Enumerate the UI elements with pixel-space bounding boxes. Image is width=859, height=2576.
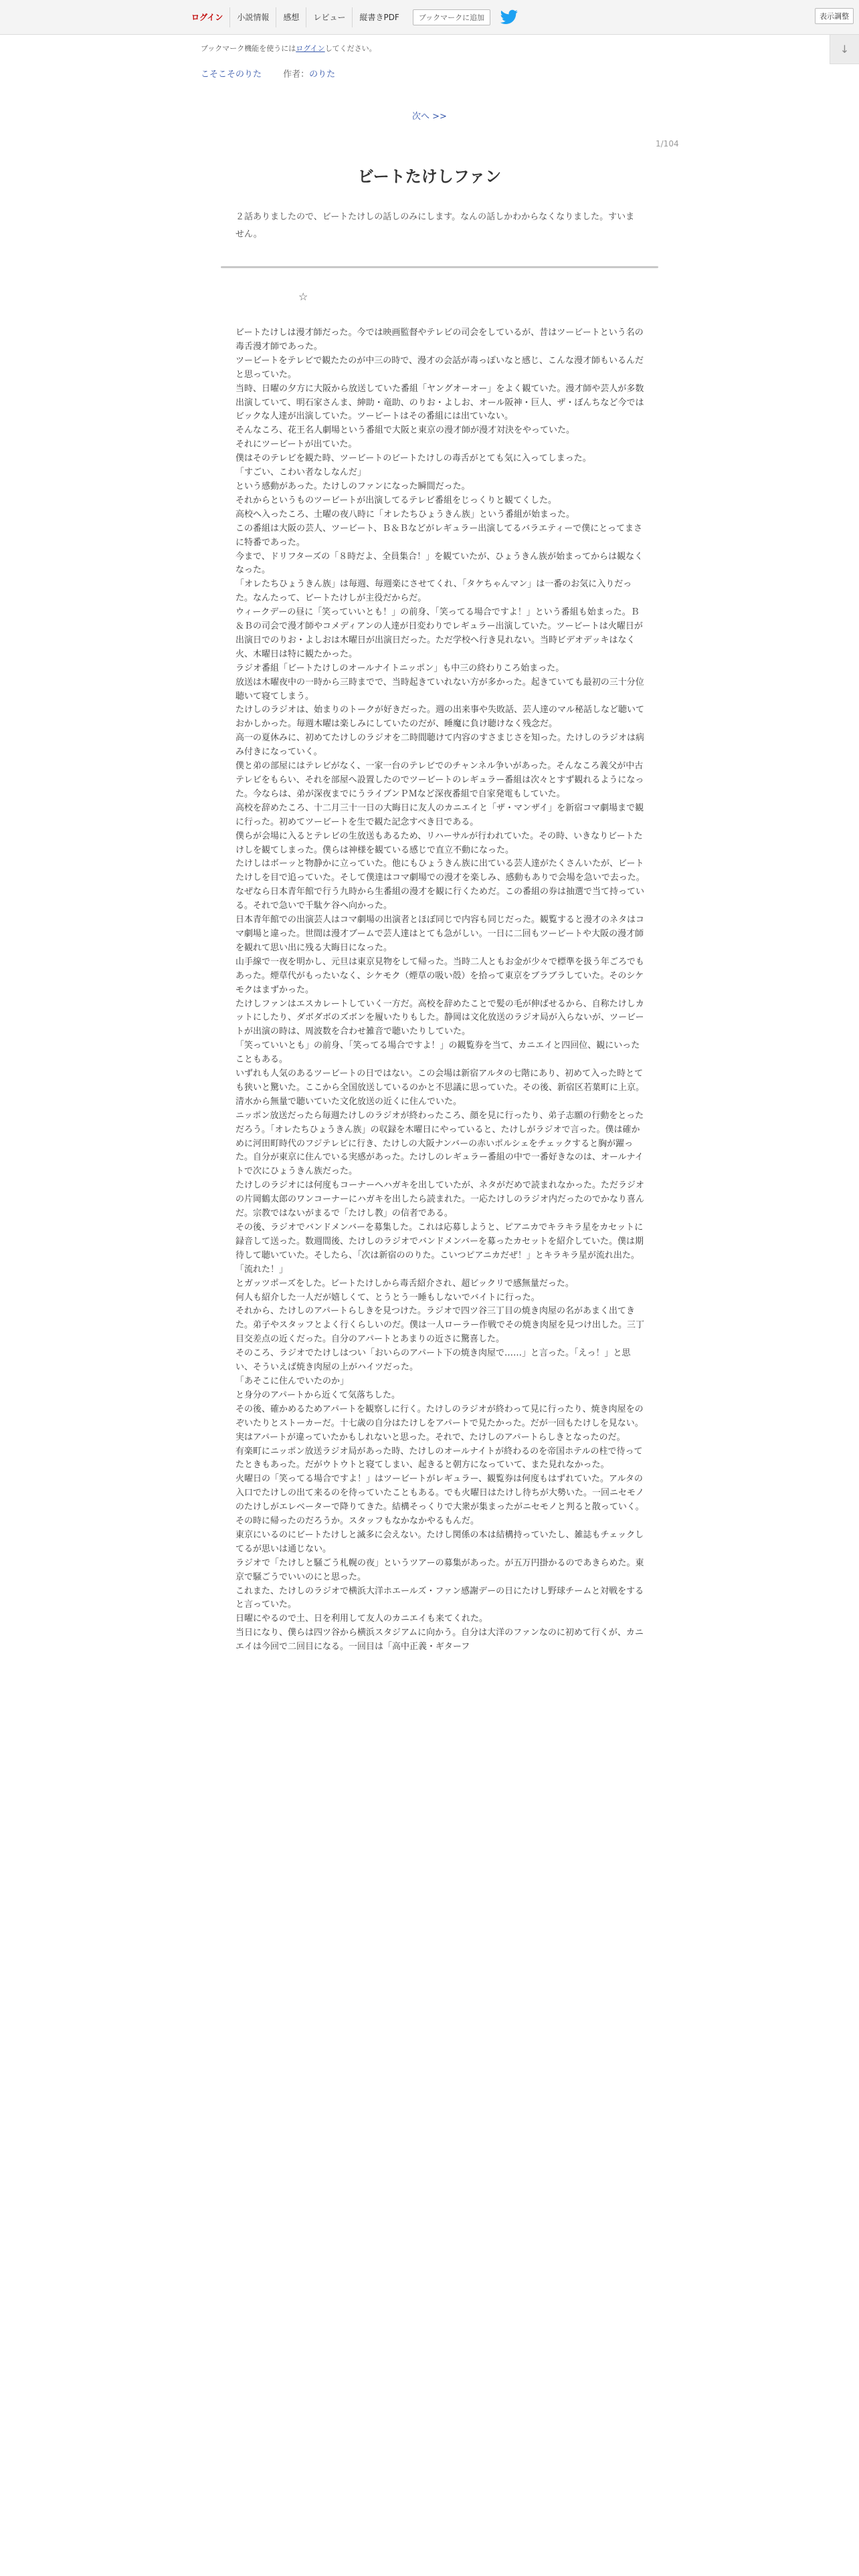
body-paragraph: 高校へ入ったころ、土曜の夜八時に「オレたちひょうきん族」という番組が始まった。	[235, 509, 575, 520]
body-paragraph: 火曜日の「笑ってる場合ですよ！」はツービートがレギュラー、観覧券は何度もはずれていた。アルタの入口でたけしの出て来るのを待っていたこともある。でも火曜日はたけし待ちが大勢いた。一回ニセモノのたけしがエレベーターで降りてきた。結構そっくりで大衆が集まったがニセモノと判ると散っていく。その時に帰ったのだろうか。スタッフもなかなかやるもんだ。	[235, 1474, 644, 1527]
author-link[interactable]: のりた	[309, 70, 336, 80]
body-paragraph: 高一の夏休みに、初めてたけしのラジオを二時間聴けて内容のすさまじさを知った。たけしのラジオは病み付きになっていく。	[235, 733, 645, 758]
notice-prefix: ブックマーク機能を使うには	[201, 44, 296, 53]
body-paragraph: たけしのラジオには何度もコーナーへハガキを出していたが、ネタがだめで読まれなかった。ただラジオの片岡鶴太郎のワンコーナーにハガキを出したら読まれた。一応たけしのラジオ内だったのでかなり喜んだ。宗教ではないがまるで「たけし教」の信者である。	[235, 1180, 645, 1219]
body-paragraph: 何人も紹介した一人だが嬉しくて、とうとう一睡もしないでバイトに行った。	[235, 1292, 540, 1303]
section-star: ☆	[298, 290, 308, 303]
body-paragraph: それからというものツービートが出演してるテレビ番組をじっくりと観てくした。	[235, 495, 557, 506]
arrow-down-icon: ↓	[840, 43, 850, 56]
chapter-body	[235, 326, 646, 1654]
add-bookmark-button[interactable]: ブックマークに追加	[413, 9, 490, 25]
preface-divider	[221, 266, 658, 268]
twitter-bird-icon[interactable]	[500, 8, 518, 27]
body-paragraph: ツービートをテレビで観たたのが中三の時で、漫才の会話が毒っぽいなと感じ、こんな漫才師もいるんだと思っていた。	[235, 355, 644, 380]
display-settings-button[interactable]: 表示調整	[815, 8, 854, 24]
bookmark-notice	[201, 43, 377, 53]
body-paragraph: それにツービートが出ていた。	[235, 439, 357, 450]
impressions-link[interactable]: 感想	[276, 7, 306, 27]
body-paragraph: ウィークデーの昼に「笑っていいとも！」の前身、「笑ってる場合ですよ！」という番組も始まった。Ｂ＆Ｂの司会で漫才師やコメディアンの人達が日変わりでレギュラー出演していた。ツービートは火曜日が出演日でのりお・よしおは木曜日が出演日だった。ただ学校へ行き見れない。当時ビデオデッキはなく火、木曜日は特に観たかった。	[235, 607, 643, 659]
novel-info-link[interactable]: 小説情報	[229, 7, 276, 27]
series-title-link[interactable]: こそこそのりた	[201, 70, 262, 80]
body-paragraph: そんなころ、花王名人劇場という番組で大阪と東京の漫才師が漫才対決をやっていた。	[235, 425, 575, 436]
body-paragraph: たけしファンはエスカレートしていく一方だ。高校を辞めたことで髪の毛が伸ばせるから、自称たけしカットにしたり、ダボダボのズボンを履いたりもした。静岡は文化放送のラジオ局が入らないが、ツービートが出演の時は、周波数を合わせ雑音で聴いたりしていた。	[235, 998, 644, 1037]
body-paragraph: とガッツポーズをした。ビートたけしから毒舌紹介され、超ビックリで感無量だった。	[235, 1278, 574, 1289]
body-paragraph: 当日になり、僕らは四ツ谷から横浜スタジアムに向かう。自分は大洋のファンなのに初めて行くが、カニエイは今回で二回目になる。一回目は「高中正義・ギターフ	[235, 1628, 644, 1652]
body-paragraph: ビートたけしは漫才師だった。今では映画監督やテレビの司会をしているが、昔はツービートという名の毒舌漫才師であった。	[235, 328, 644, 352]
body-paragraph: 山手線で一夜を明かし、元旦は東京見物をして帰った。当時二人ともお金が少々で標準を扱う年ごろでもあった。煙草代がもったいなく、シケモク（煙草の吸い殻）を拾って東京をブラブラしていた。そのシケモクはまずかった。	[235, 956, 644, 995]
body-paragraph: この番組は大阪の芸人、ツービート、Ｂ＆Ｂなどがレギュラー出演してるバラエティーで僕にとってまさに特番であった。	[235, 523, 643, 548]
body-paragraph: 当時、日曜の夕方に大阪から放送していた番組「ヤングオーオー」をよく観ていた。漫才師や芸人が多数出演していて、明石家さんま、紳助・竜助、のりお・よしお、オール阪神・巨人、ザ・ぼんちなど今ではビックな人達が出演していた。ツービートはその番組には出ていない。	[235, 383, 644, 422]
author-label: 作者：	[283, 70, 310, 80]
body-paragraph: 僕と弟の部屋にはテレビがなく、一家一台のテレビでのチャンネル争いがあった。そんなころ義父が中古テレビをもらい、それを部屋へ設置したのでツービートのレギュラー番組は次々とすず観れるようになった。今ならは、弟が深夜までにうライブンＰＭなど深夜番組で自家発電もしていた。	[235, 761, 644, 799]
body-paragraph: ラジオ番組「ビートたけしのオールナイトニッポン」も中三の終わりころ始まった。	[235, 663, 565, 673]
main-nav	[185, 7, 518, 28]
body-paragraph: 放送は木曜夜中の一時から三時までで、当時起きていれない方が多かった。起きていても最初の三十分位聴いて寝てしまう。	[235, 677, 644, 702]
body-paragraph: それから、たけしのアパートらしきを見つけた。ラジオで四ツ谷三丁目の焼き肉屋の名があまく出てきた。弟子やスタッフとよく行くらしいのだ。僕は一人ローラー作戦でその焼き肉屋を見つけ出した。三丁目交差点の近くだった。自分のアパートとあまりの近さに驚喜した。	[235, 1306, 645, 1345]
body-paragraph: 僕らが会場に入るとテレビの生放送もあるため、リハーサルが行われていた。その時、いきなりビートたけしを観てしまった。僕らは神様を観ている感じで直立不動になった。	[235, 831, 643, 855]
body-paragraph: その後、確かめるためアパートを観察しに行く。たけしのラジオが終わって見に行ったり、焼き肉屋をのぞいたりとストーカーだ。十七歳の自分はたけしをアパートで見たかった。だが一回もたけしを見ない。実はアパートが違っていたかもしれないと思った。それで、たけしのアパートらしきとなったのだ。	[235, 1404, 644, 1442]
body-paragraph: たけしのラジオは、始まりのトークが好きだった。週の出来事や失敗話、芸人達のマル秘話しなど聴いておかしかった。毎週木曜は楽しみにしていたのだが、睡魔に負け聴けなく残念だ。	[235, 705, 645, 730]
body-paragraph: という感動があった。たけしのファンになった瞬間だった。	[235, 481, 470, 492]
body-paragraph: ニッポン放送だったら毎週たけしのラジオが終わったころ、顔を見に行ったり、弟子志願の行動をとっただろう。「オレたちひょうきん族」の収録を木曜日にやっていると、たけしがラジオで言った。僕は確かめに河田町時代のフジテレビに行き、たけしの大阪ナンバーの赤いポルシェをチェックすると胸が躍った。自分が東京に住んでいる実感があった。たけしのレギュラー番組の中で一番好きなのは、オールナイトで次にひょうきん族だった。	[235, 1110, 644, 1177]
body-paragraph: たけしはボーッと物静かに立っていた。他にもひょうきん族に出ている芸人達がたくさんいたが、ビートたけしを目で追っていた。そして僕達はコマ劇場での漫才を楽しみ、感動もありで会場を急いで去った。なぜなら日本青年館で行う九時から生番組の漫才を観に行くためだ。この番組の券は抽選で当て持っている。それで急いで千駄ケ谷へ向かった。	[235, 859, 645, 911]
body-paragraph: その後、ラジオでバンドメンバーを募集した。これは応募しようと、ピアニカでキラキラ星をカセットに録音して送った。数週間後、たけしのラジオでバンドメンバーを募ったカセットを紹介していた。僕は期待して聴いていた。そしたら、「次は新宿ののりた。こいつピアニカだぜ！」とキラキラ星が流れ出た。	[235, 1222, 644, 1261]
body-paragraph: 東京にいるのにビートたけしと滅多に会えない。たけし関係の本は結構持っていたし、雑誌もチェックしてるが思いは通じない。	[235, 1529, 644, 1554]
body-paragraph: ラジオで「たけしと騒ごう札幌の夜」というツアーの募集があった。が五万円掛かるのであきらめた。東京で騒ごうでいいのにと思った。	[235, 1558, 644, 1582]
review-link[interactable]: レビュー	[306, 7, 352, 27]
body-paragraph: 僕はそのテレビを観た時、ツービートのビートたけしの毒舌がとても気に入ってしまった。	[235, 453, 591, 464]
login-link[interactable]: ログイン	[191, 13, 223, 22]
body-paragraph: 「すごい、こわい者なしなんだ」	[235, 467, 367, 478]
body-paragraph: 「笑っていいとも」の前身、「笑ってる場合ですよ！」の観覧券を当て、カニエイと四回位、観にいったこともある。	[235, 1041, 640, 1065]
body-paragraph: 「流れた！」	[235, 1264, 288, 1275]
top-bar	[0, 0, 859, 35]
body-paragraph: これまた、たけしのラジオで横浜大洋ホエールズ・ファン感謝デーの日にたけし野球チームと対戦をすると言っていた。	[235, 1586, 644, 1610]
body-paragraph: 有楽町にニッポン放送ラジオ局があった時、たけしのオールナイトが終わるのを帝国ホテルの柱で待ってたときもあった。だがウトウトと寝てしまい、起きると朝方になっていて、また見れなかった。	[235, 1446, 643, 1471]
body-paragraph: そのころ、ラジオでたけしはつい「おいらのアパート下の焼き肉屋で……」と言った。「えっ！」と思い、そういえば焼き肉屋の上がハイツだった。	[235, 1348, 631, 1373]
body-paragraph: 日本青年館での出演芸人はコマ劇場の出演者とほぼ同じで内容も同じだった。観覧すると漫才のネタはコマ劇場と違った。世間は漫才ブームで芸人達はとても急がしい。一日に二回もツービートや大阪の漫才師を観れて思い出に残る大晦日になった。	[235, 915, 645, 953]
body-paragraph: 「あそこに住んでいたのか」	[235, 1376, 349, 1386]
body-paragraph: 日曜にやるので土、日を利用して友人のカニエイも来てくれた。	[235, 1614, 488, 1624]
series-info	[201, 67, 335, 80]
body-paragraph: 「オレたちひょうきん族」は毎週、毎週楽にさせてくれ、「タケちゃんマン」は一番のお気に入りだった。なんたって、ビートたけしが主役だからだ。	[235, 579, 632, 604]
chapter-title: ビートたけしファン	[357, 167, 502, 186]
body-paragraph: いずれも人気のあるツービートの日ではない。この会場は新宿アルタの七階にあり、初めて入った時とても狭いと驚いた。ここから全国放送しているのかと不思議に思っていた。その後、新宿区若葉町に上京。清水から無量で聴いていた文化放送の近くに住んでいた。	[235, 1069, 645, 1107]
body-paragraph: と身分のアパートから近くて気落ちした。	[235, 1390, 400, 1400]
body-paragraph: 今まで、ドリフターズの「８時だよ、全員集合！」を観ていたが、ひょうきん族が始まってからは観なくなった。	[235, 551, 644, 576]
notice-suffix: してください。	[324, 44, 377, 53]
chapter-preface: ２話ありましたので、ビートたけしの話しのみにします。なんの話しかわからなくなりました。すいません。	[235, 212, 635, 239]
vertical-pdf-link[interactable]: 縦書きPDF	[352, 7, 405, 27]
scroll-down-button[interactable]	[830, 35, 859, 64]
next-page-link[interactable]: 次へ >>	[412, 112, 447, 122]
body-paragraph: 高校を辞めたころ、十二月三十一日の大晦日に友人のカニエイと「ザ・マンザイ」を新宿コマ劇場まで観に行った。初めてツービートを生で観た記念すべき日である。	[235, 802, 644, 827]
notice-login-link[interactable]: ログイン	[296, 44, 325, 53]
page-number: 1/104	[656, 139, 679, 148]
